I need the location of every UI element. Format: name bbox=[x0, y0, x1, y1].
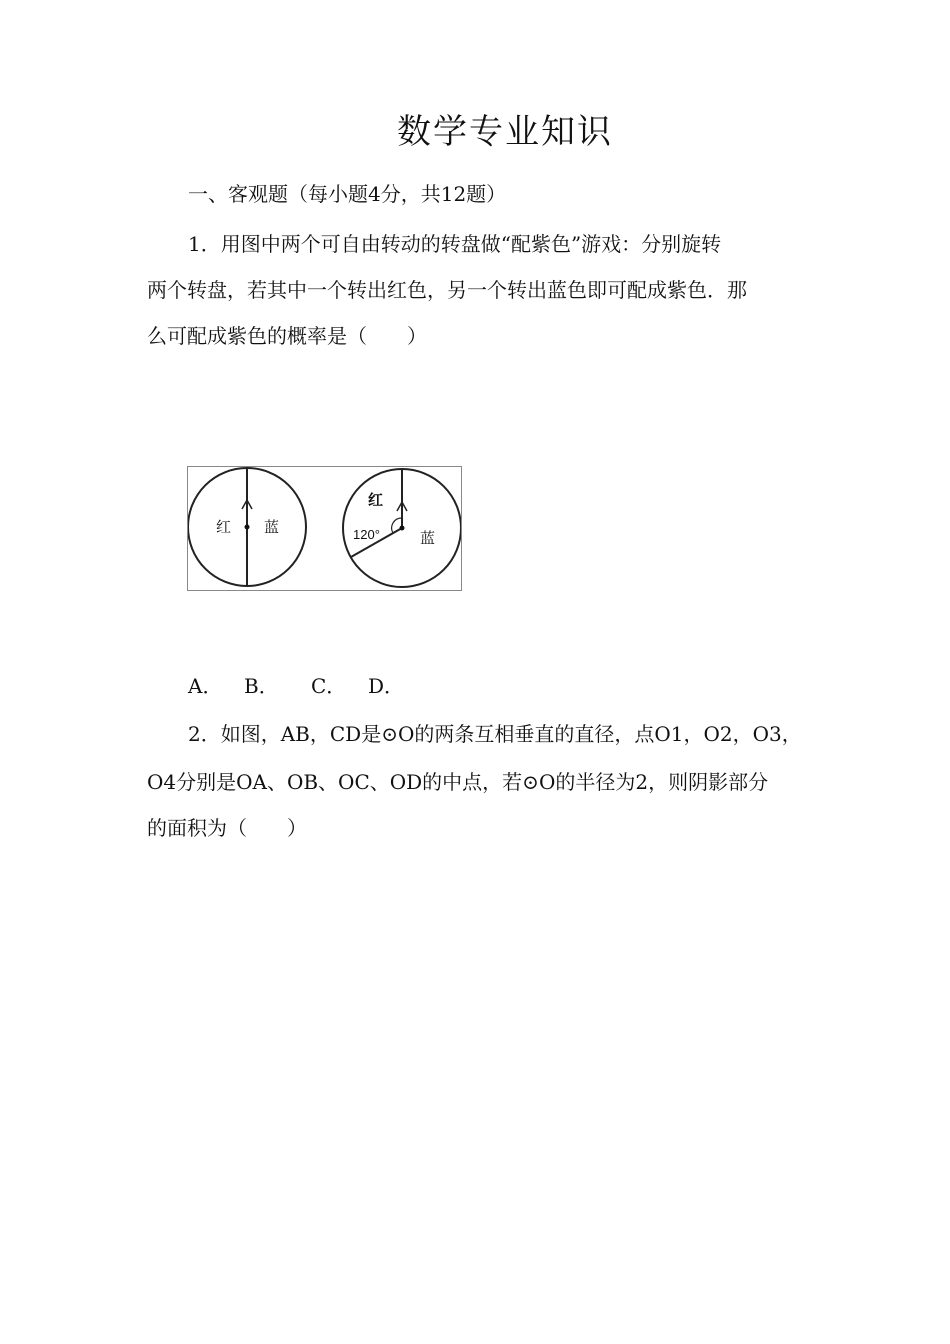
question-2-line-3: 的面积为（ ） bbox=[147, 816, 307, 840]
question-1-options bbox=[188, 670, 404, 699]
wheel-2-right-label: 蓝 bbox=[420, 529, 436, 547]
question-2-line-2: O4分别是OA、OB、OC、OD的中点，若⊙O的半径为2，则阴影部分 bbox=[147, 770, 769, 794]
option-a: A． bbox=[188, 674, 223, 698]
question-1-line-1: 1．用图中两个可自由转动的转盘做“配紫色”游戏：分别旋转 bbox=[188, 232, 722, 256]
section-heading: 一、客观题（每小题4分，共12题） bbox=[188, 182, 507, 206]
option-b: B． bbox=[244, 674, 279, 698]
spinner-diagram bbox=[188, 467, 461, 590]
wheel-2-center bbox=[400, 526, 405, 531]
question-1-line-2: 两个转盘，若其中一个转出红色，另一个转出蓝色即可配成紫色．那 bbox=[147, 278, 747, 302]
option-d: D． bbox=[368, 674, 405, 698]
wheel-1-left-label: 红 bbox=[216, 518, 232, 536]
spinner-figure bbox=[187, 466, 462, 591]
option-c: C． bbox=[311, 674, 347, 698]
question-2-line-1: 2．如图，AB，CD是⊙O的两条互相垂直的直径，点O1，O2，O3， bbox=[188, 722, 802, 746]
page-title: 数学专业知识 bbox=[397, 112, 613, 152]
wheel-2-top-label: 红 bbox=[368, 491, 384, 509]
wheel-2-angle-label: 120° bbox=[353, 527, 380, 542]
wheel-1-center bbox=[245, 525, 250, 530]
question-1-line-3: 么可配成紫色的概率是（ ） bbox=[147, 324, 427, 348]
wheel-1-right-label: 蓝 bbox=[264, 518, 280, 536]
